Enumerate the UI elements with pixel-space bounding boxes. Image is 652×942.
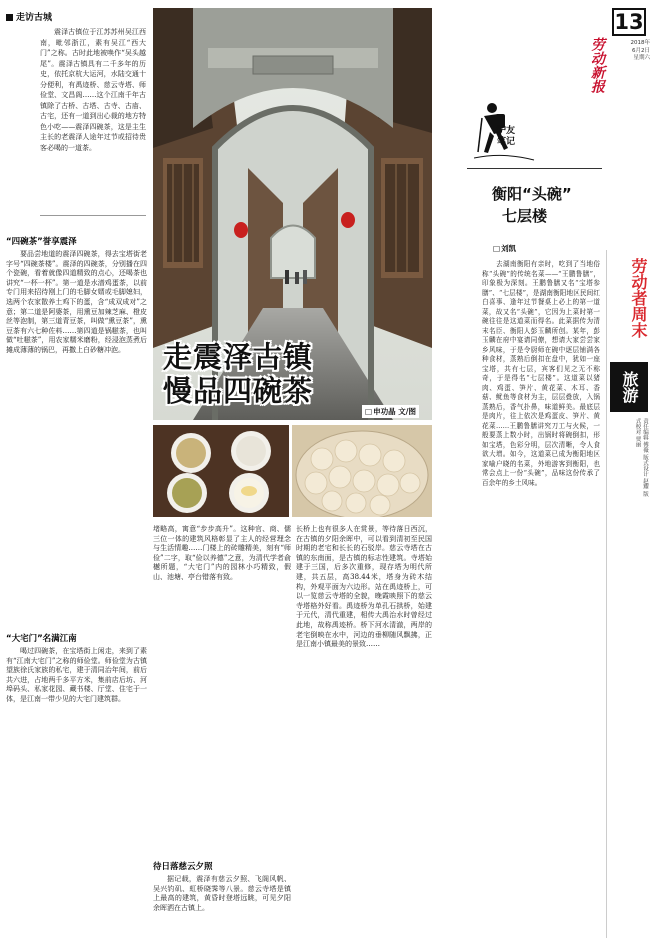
middle-text [153, 525, 291, 855]
section-text-3 [153, 875, 291, 937]
right-article-paragraph: 去湖南衡阳有亲时，吃到了当地俗称“头碗”的传统名菜——“王鹏鲁膳”，印象极为深刻。王鹏鲁膳又名“宝塔参膳”、“七层楼”，是湖南衡阳地区民间红白喜事、逢年过节餐桌上必上的第一道菜，故又名“头碗”，它因为上菜时第一碗往往是这道菜而得名。此菜据传为清末名臣、衡阳人彭玉麟所创。某年，彭玉麟在府中宴请同僚，想请大家尝尝家乡风味，于是令厨师在碗中逐层铺满各种食材，蒸熟后倒扣在盘中，犹如一座宝塔，共有七层，宾客们见之无不称奇，于是得名“七层楼”。这道菜以猪肉、鸡蛋、笋片、黄花菜、木耳、香菇、鱿鱼等食材为主，层层叠放，入锅蒸熟后，香气扑鼻，味道鲜美。最底层是肉片，往上依次是鸡蛋皮、笋片、黄花菜……王鹏鲁膳讲究刀工与火候，一般要蒸上数小时，出锅时将碗倒扣，形如宝塔，色彩分明，层次清晰，令人食欲大增。如今，这道菜已成为衡阳地区家喻户晓的名菜，外地游客到衡阳，也常会点上一份“头碗”，品味这份传承了百余年的乡土风味。 [482, 260, 600, 487]
date-year: 2018年 [630, 40, 650, 46]
intro-text [40, 27, 146, 212]
page-number: 13 [612, 8, 646, 36]
column-three-paragraph: 长桥上也有很多人在赏景，等待落日西沉，在古镇的夕阳余晖中，可以看到清初至民国时期的老宅和长长的石驳岸。慈云寺塔在古镇的东南面，是古镇的标志性建筑。寺塔始建于三国，后多次重修，现存塔为明代所建，共五层，高38.44米，塔身为砖木结构，外观平面为六边形。站在禹迹桥上，可以一览慈云寺塔的全貌，晚霞映照下的慈云寺塔格外好看。禹迹桥为单孔石拱桥，始建于元代，清代重建，相传大禹治水时曾经过此地，故称禹迹桥。桥下河水清澈，两岸的老宅倒映在水中，河边的垂柳随风飘拂，正是江南小镇最美的景致…… [296, 525, 432, 649]
middle-paragraph: 堵略高，寓意“步步高升”。这种官、商、儒三位一体的建筑风格彰显了主人的经营理念与生活情趣……门楼上的砖雕精美，刻有“师俭”二字，取“俭以养德”之意，为清代学者俞樾所题，“大宅门”内的园林小巧精致，假山、池塘、亭台错落有致。 [153, 525, 291, 581]
section-heading-1: “四碗茶”誉享震泽 [6, 237, 77, 247]
section-heading-3: 待日落慈云夕照 [153, 862, 213, 872]
section-tag: 旅游 [610, 362, 648, 412]
four-bowls-tea-photo [153, 425, 289, 517]
section-paragraph-1: 要品尝地道的震泽四碗茶，得去宝塔街老字号“四碗茶楼”。震泽的四碗茶，分别播在四个瓷碗，看着就像四道精致的点心，还喝茶也讲究“一杯一杯”。第一道是水潽鸡蛋茶，以前专门用来招待刚上门的毛脚女婿或毛脚媳妇，选两个农家散养土鸡下的蛋，含“成双成对”之意；第二道是阿婆茶，用熏豆加辣芝麻、橙皮丝等泡制，第三道青豆茶，叫做“熏豆茶”，熏豆茶有六七种佐料……第四道是锅糍茶，也叫做“吐糍茶”，用农家糯米磨粉，经浸泡蒸煮后摊成薄薄的锅巴，再撒上白砂糖冲泡。 [6, 250, 147, 354]
publication-date [608, 40, 650, 63]
date-day: 6月2日 [632, 47, 650, 54]
section-text-2 [6, 647, 147, 937]
main-title [163, 340, 313, 408]
right-article-author: □ 刘凯 [493, 243, 516, 254]
section-paragraph-2: 喝过四碗茶，在宝塔街上闲走，来到了素有“江南大宅门”之称的师俭堂。师俭堂为古镇望族徐氏家族的私宅，建于清同治年间，前后共六进，占地两千多平方米，集前店后坊、河埠码头、私家花园、藏书楼、厅堂、住宅于一体，是江南一带少见的大宅门建筑群。 [6, 647, 147, 703]
right-column-divider [606, 250, 607, 938]
kicker-line-1: 驴友 [497, 126, 516, 136]
kicker-label [497, 126, 515, 148]
byline: □ 申功晶 文/图 [362, 405, 419, 418]
dumplings-photo [292, 425, 432, 517]
intro-paragraph: 震泽古镇位于江苏苏州吴江西南，毗邻浙江，素有吴江“西大门”之称。古时此地被唤作“吴头越尾”。震泽古镇具有二千多年的历史，依托京杭大运河，水陆交通十分便利，有禹迹桥、慈云寺塔、师俭堂、文昌阁……这个江南千年古镇除了古桥、古塔、古寺、古庙、古宅，还有一道到出心裁的地方特色小吃——震泽四碗茶，这是主生主长的老震泽人途年过节或招待贵客必喝的一道茶。 [40, 28, 146, 152]
left-rule [40, 215, 146, 216]
kicker-line-2: 笔记 [497, 137, 516, 147]
section-label: 劳动者周末 [629, 258, 648, 338]
right-title-line-1: 衡阳“头碗” [492, 185, 572, 203]
masthead-logo: 劳动新报 [589, 37, 605, 93]
date-weekday: 星期六 [633, 55, 650, 61]
section-heading-2: “大宅门”名满江南 [6, 634, 77, 644]
column-label: 走访古城 [6, 10, 52, 23]
right-article-title [492, 183, 572, 227]
right-article-text [482, 260, 600, 936]
right-title-line-2: 七层楼 [502, 207, 548, 225]
section-text-1 [6, 250, 147, 622]
main-title-line-2: 慢品四碗茶 [163, 374, 314, 408]
section-paragraph-3: 据记载，震泽有慈云夕照、飞阁风帆、吴兴钓矶、虹桥晓霁等八景。慈云寺塔是镇上最高的建筑，黄昏时登塔远眺，可见夕阳余晖洒在古镇上。 [153, 875, 291, 912]
column-three-text [296, 525, 432, 937]
kicker-divider [467, 168, 602, 169]
editor-credits: 责任编辑 傅薇 版式设计 赵耀 版式校对 贾丽 [634, 418, 648, 497]
main-title-line-1: 走震泽古镇 [163, 340, 314, 374]
